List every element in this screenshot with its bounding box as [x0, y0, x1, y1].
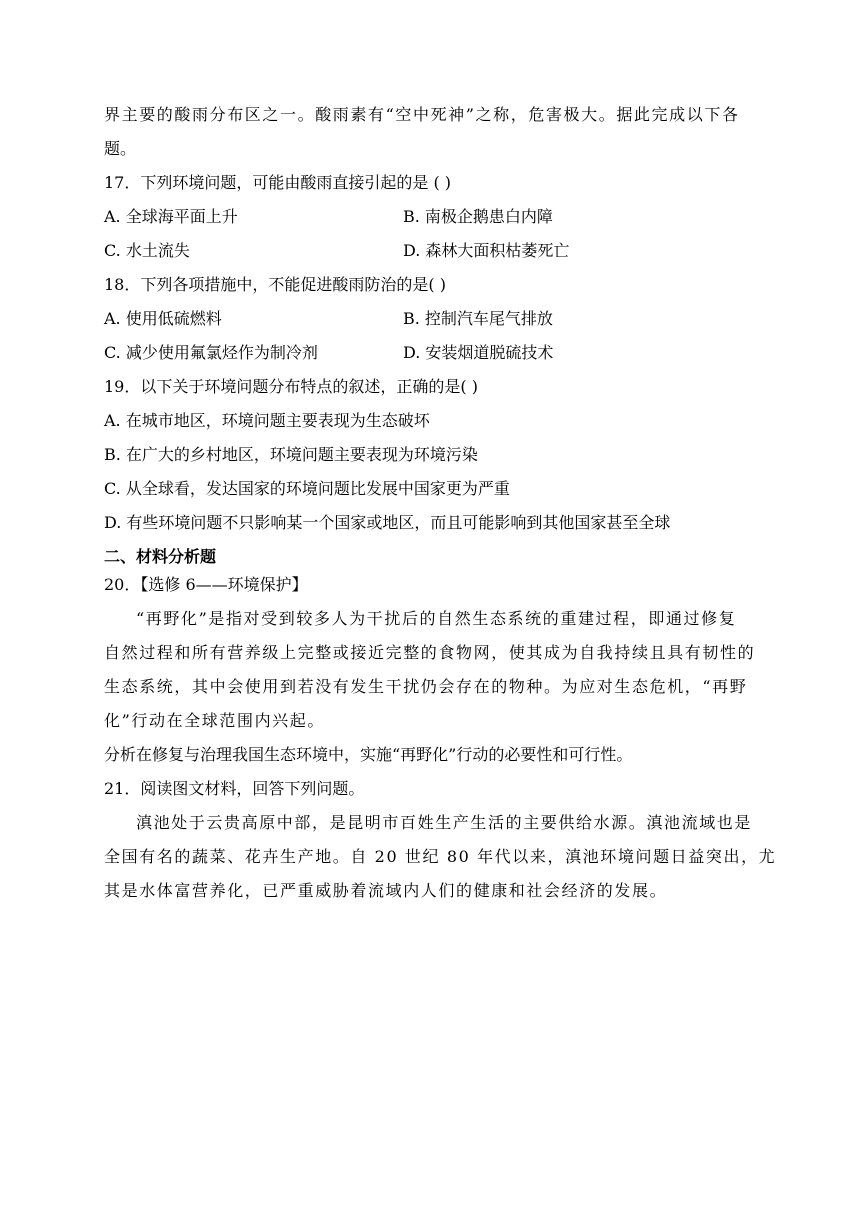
- question-17-stem: 17．下列环境问题，可能由酸雨直接引起的是 ( ): [104, 173, 452, 192]
- question-18-stem: 18．下列各项措施中，不能促进酸雨防治的是( ): [104, 275, 446, 294]
- question-17-option-c: C. 水土流失: [104, 241, 190, 260]
- question-19-option-b: B. 在广大的乡村地区，环境问题主要表现为环境污染: [104, 445, 478, 464]
- question-20-prompt: 分析在修复与治理我国生态环境中，实施“再野化”行动的必要性和可行性。: [104, 745, 633, 764]
- question-20-paragraph-line-1: “再野化”是指对受到较多人为干扰后的自然生态系统的重建过程，即通过修复: [136, 609, 737, 628]
- question-20-paragraph-line-2: 自然过程和所有营养级上完整或接近完整的食物网，使其成为自我持续且具有韧性的: [104, 643, 756, 662]
- question-21-paragraph-line-2: 全国有名的蔬菜、花卉生产地。自 20 世纪 80 年代以来，滇池环境问题日益突出，尤: [104, 847, 777, 866]
- question-17-option-b: B. 南极企鹅患白内障: [403, 207, 553, 226]
- question-18-option-d: D. 安装烟道脱硫技术: [403, 343, 554, 362]
- question-18-option-a: A. 使用低硫燃料: [104, 309, 222, 328]
- question-19-option-d: D. 有些环境问题不只影响某一个国家或地区，而且可能影响到其他国家甚至全球: [104, 513, 671, 532]
- question-19-option-c: C. 从全球看，发达国家的环境问题比发展中国家更为严重: [104, 479, 510, 498]
- question-21-stem: 21．阅读图文材料，回答下列问题。: [104, 779, 365, 798]
- intro-line-1: 界主要的酸雨分布区之一。酸雨素有“空中死神”之称，危害极大。据此完成以下各: [104, 105, 740, 124]
- question-21-paragraph-line-3: 其是水体富营养化，已严重威胁着流域内人们的健康和社会经济的发展。: [104, 881, 668, 900]
- section-heading: 二、材料分析题: [104, 547, 217, 566]
- question-18-option-c: C. 减少使用氟氯烃作为制冷剂: [104, 343, 318, 362]
- question-17-option-a: A. 全球海平面上升: [104, 207, 238, 226]
- intro-line-2: 题。: [104, 139, 137, 158]
- question-20-stem: 20．【选修 6——环境保护】: [104, 575, 308, 594]
- question-20-paragraph-line-3: 生态系统，其中会使用到若没有发生干扰仍会存在的物种。为应对生态危机，“再野: [104, 677, 748, 696]
- question-21-paragraph-line-1: 滇池处于云贵高原中部，是昆明市百姓生产生活的主要供给水源。滇池流域也是: [136, 813, 753, 832]
- question-17-option-d: D. 森林大面积枯萎死亡: [403, 241, 570, 260]
- question-19-stem: 19．以下关于环境问题分布特点的叙述，正确的是( ): [104, 377, 478, 396]
- question-20-paragraph-line-4: 化”行动在全球范围内兴起。: [104, 711, 325, 730]
- question-19-option-a: A. 在城市地区，环境问题主要表现为生态破坏: [104, 411, 430, 430]
- question-18-option-b: B. 控制汽车尾气排放: [403, 309, 553, 328]
